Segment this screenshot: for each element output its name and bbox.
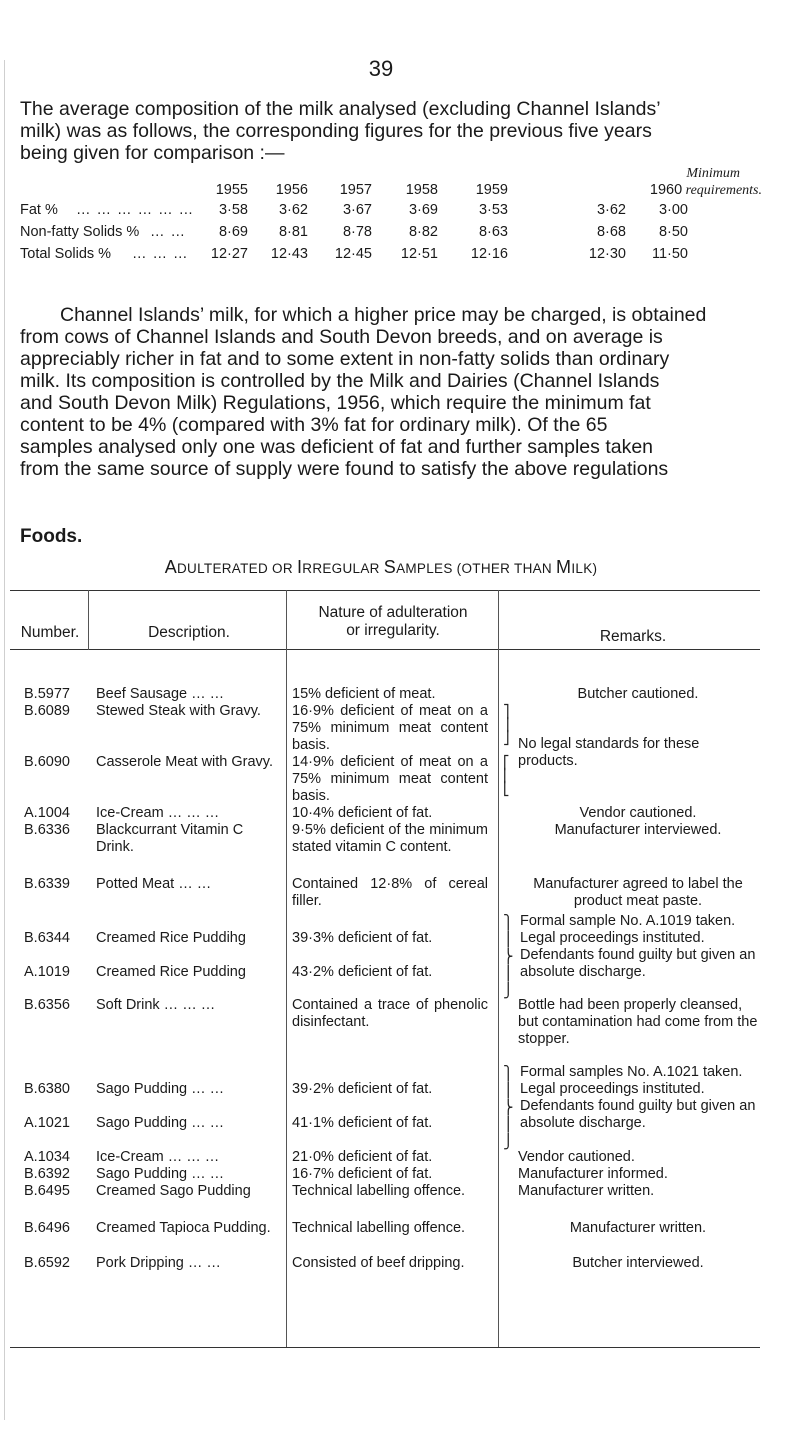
sample-description: Ice-Cream … … … bbox=[96, 805, 220, 821]
sample-number: A.1004 bbox=[24, 805, 70, 821]
sample-description: Creamed Rice Pudding bbox=[96, 964, 246, 980]
value-cell: 8·82 bbox=[408, 224, 438, 240]
sample-number: B.6089 bbox=[24, 703, 70, 719]
remark: Butcher interviewed. bbox=[572, 1255, 704, 1271]
samples-table bbox=[0, 590, 770, 1350]
leader-dots: … … … … … … bbox=[76, 202, 195, 218]
caption-cap: A bbox=[164, 557, 177, 577]
bracket-glyph: ⎫ ⎪ ⎬ ⎪ ⎭ bbox=[503, 1065, 514, 1149]
sample-number: A.1019 bbox=[24, 964, 70, 980]
caption-small: AMPLES (OTHER THAN bbox=[396, 561, 557, 576]
sample-nature: Technical labelling offence. bbox=[292, 1183, 466, 1199]
value-cell: 8·78 bbox=[342, 224, 372, 240]
sample-nature: 21·0% deficient of fat. bbox=[292, 1149, 433, 1165]
value-cell: 12·27 bbox=[210, 246, 248, 262]
value-cell: 3·58 bbox=[218, 202, 248, 218]
sample-nature: 39·2% deficient of fat. bbox=[292, 1081, 433, 1097]
sample-description: Sago Pudding … … bbox=[96, 1166, 225, 1182]
sample-number: A.1021 bbox=[24, 1115, 70, 1131]
year-header: 1955 bbox=[215, 182, 248, 198]
channel-islands-paragraph bbox=[20, 304, 762, 480]
table-top-rule bbox=[10, 590, 760, 591]
sample-number: B.6392 bbox=[24, 1166, 70, 1182]
sample-description: Sago Pudding … … bbox=[96, 1115, 225, 1131]
minimum-value-cell: 11·50 bbox=[651, 246, 688, 262]
value-cell: 12·51 bbox=[400, 246, 438, 262]
foods-heading: Foods. bbox=[20, 526, 83, 547]
column-divider bbox=[498, 590, 499, 1347]
sample-description: Beef Sausage … … bbox=[96, 686, 225, 702]
para-line: milk. Its composition is controlled by the Milk and Dairies (Channel Islands bbox=[20, 370, 660, 392]
sample-nature: 16·9% deficient of meat on a 75% minimum meat content basis. bbox=[292, 703, 488, 753]
year-header: 1960 bbox=[649, 182, 683, 198]
row-label: Non-fatty Solids % bbox=[20, 224, 140, 240]
table-bottom-rule bbox=[10, 1347, 760, 1348]
composition-row-total-solids bbox=[20, 246, 762, 268]
value-cell: 3·69 bbox=[408, 202, 438, 218]
sample-description: Creamed Tapioca Pudding. bbox=[96, 1220, 271, 1236]
sample-nature: 9·5% deficient of the minimum stated vitamin C content. bbox=[292, 822, 488, 855]
sample-description: Casserole Meat with Gravy. bbox=[96, 754, 274, 770]
header-remarks: Remarks. bbox=[599, 628, 667, 645]
sample-description: Soft Drink … … … bbox=[96, 997, 216, 1013]
intro-paragraph bbox=[20, 98, 762, 164]
intro-line: being given for comparison :— bbox=[20, 142, 285, 164]
sample-number: B.6496 bbox=[24, 1220, 70, 1236]
column-divider bbox=[286, 590, 287, 1347]
remark: Butcher cautioned. bbox=[577, 686, 699, 702]
sample-number: B.6090 bbox=[24, 754, 70, 770]
remark: No legal standards for these products. bbox=[518, 736, 700, 769]
year-header: 1957 bbox=[339, 182, 372, 198]
sample-number: B.6336 bbox=[24, 822, 70, 838]
para-line: and South Devon Milk) Regulations, 1956, which require the minimum fat bbox=[20, 392, 651, 414]
minimum-label: Minimum bbox=[686, 166, 740, 181]
remark: Manufacturer informed. bbox=[518, 1166, 668, 1182]
sample-description: Creamed Rice Puddihg bbox=[96, 930, 246, 946]
header-description: Description. bbox=[148, 624, 230, 641]
sample-nature: 39·3% deficient of fat. bbox=[292, 930, 433, 946]
remark: Manufacturer written. bbox=[569, 1220, 707, 1236]
sample-number: A.1034 bbox=[24, 1149, 70, 1165]
year-header: 1959 bbox=[475, 182, 508, 198]
header-number: Number. bbox=[20, 624, 80, 641]
bracket-glyph: ⎡ ⎢ ⎣ bbox=[503, 755, 510, 796]
sample-nature: Consisted of beef dripping. bbox=[292, 1255, 465, 1271]
sample-description: Creamed Sago Pudding bbox=[96, 1183, 251, 1199]
sample-number: B.6356 bbox=[24, 997, 70, 1013]
sample-description: Stewed Steak with Gravy. bbox=[96, 703, 261, 719]
sample-nature: Contained 12·8% of cereal filler. bbox=[292, 876, 488, 909]
row-label: Fat % bbox=[20, 202, 58, 218]
value-cell: 8·81 bbox=[278, 224, 308, 240]
remark: Formal samples No. A.1021 taken. Legal proceedings instituted. Defendants found guilty but given an absolute discharge. bbox=[520, 1064, 756, 1131]
remark: Vendor cautioned. bbox=[579, 805, 697, 821]
remark: Vendor cautioned. bbox=[518, 1149, 635, 1165]
row-label: Total Solids % bbox=[20, 246, 112, 262]
value-cell: 3·67 bbox=[342, 202, 372, 218]
header-rule bbox=[10, 649, 760, 650]
para-line: from the same source of supply were found to satisfy the above regulations bbox=[20, 458, 669, 480]
minimum-value-cell: 3·00 bbox=[658, 202, 688, 218]
minimum-value-cell: 8·50 bbox=[658, 224, 688, 240]
minimum-requirements-header bbox=[650, 166, 762, 199]
page-number: 39 bbox=[368, 56, 394, 81]
milk-composition-table bbox=[20, 166, 762, 268]
header-nature-line1: Nature of adulteration bbox=[318, 604, 468, 621]
sample-nature: 15% deficient of meat. bbox=[292, 686, 436, 702]
intro-line: milk) was as follows, the corresponding figures for the previous five years bbox=[20, 120, 652, 142]
remark: Manufacturer written. bbox=[518, 1183, 655, 1199]
bracket-glyph: ⎤ ⎥ ⎦ bbox=[503, 704, 510, 745]
value-cell: 12·43 bbox=[270, 246, 308, 262]
sample-nature: Contained a trace of phenolic disinfectant. bbox=[292, 997, 488, 1030]
remark: Manufacturer agreed to label the product meat paste. bbox=[533, 876, 743, 909]
caption-cap: M bbox=[556, 557, 572, 577]
para-line: from cows of Channel Islands and South Devon breeds, and on average is bbox=[20, 326, 663, 348]
value-cell: 3·53 bbox=[478, 202, 508, 218]
sample-nature: 10·4% deficient of fat. bbox=[292, 805, 433, 821]
para-line: appreciably richer in fat and to some extent in non-fatty solids than ordinary bbox=[20, 348, 670, 370]
remark: Formal sample No. A.1019 taken. Legal proceedings instituted. Defendants found guilty but given an absolute discharge. bbox=[520, 913, 756, 980]
requirements-word: requirements. bbox=[685, 183, 762, 198]
sample-nature: 14·9% deficient of meat on a 75% minimum meat content basis. bbox=[292, 754, 488, 804]
sample-number: B.6344 bbox=[24, 930, 70, 946]
remark: Manufacturer interviewed. bbox=[554, 822, 722, 838]
sample-description: Pork Dripping … … bbox=[96, 1255, 221, 1271]
sample-number: B.6380 bbox=[24, 1081, 70, 1097]
sample-description: Blackcurrant Vitamin C Drink. bbox=[96, 822, 244, 855]
composition-row-fat bbox=[20, 202, 762, 224]
leader-dots: … … bbox=[150, 224, 187, 240]
value-cell: 8·68 bbox=[596, 224, 626, 240]
caption-small: DULTERATED OR bbox=[177, 561, 297, 576]
composition-row-non-fatty-solids bbox=[20, 224, 762, 246]
sample-nature: 43·2% deficient of fat. bbox=[292, 964, 433, 980]
value-cell: 8·69 bbox=[218, 224, 248, 240]
sample-nature: 16·7% deficient of fat. bbox=[292, 1166, 433, 1182]
year-header: 1958 bbox=[405, 182, 438, 198]
bracket-glyph: ⎫ ⎪ ⎬ ⎪ ⎭ bbox=[503, 914, 514, 998]
value-cell: 3·62 bbox=[278, 202, 308, 218]
caption-cap: I bbox=[296, 557, 303, 577]
value-cell: 12·45 bbox=[334, 246, 372, 262]
sample-description: Sago Pudding … … bbox=[96, 1081, 225, 1097]
para-line: content to be 4% (compared with 3% fat for ordinary milk). Of the 65 bbox=[20, 414, 608, 436]
para-line: samples analysed only one was deficient of fat and further samples taken bbox=[20, 436, 654, 458]
sample-number: B.5977 bbox=[24, 686, 70, 702]
value-cell: 12·30 bbox=[588, 246, 626, 262]
intro-line: The average composition of the milk analysed (excluding Channel Islands’ bbox=[20, 98, 661, 120]
table-caption bbox=[0, 557, 762, 578]
value-cell: 12·16 bbox=[470, 246, 508, 262]
sample-number: B.6495 bbox=[24, 1183, 70, 1199]
header-nature-line2: or irregularity. bbox=[346, 622, 440, 639]
para-line: Channel Islands’ milk, for which a higher price may be charged, is obtained bbox=[60, 304, 707, 326]
value-cell: 8·63 bbox=[478, 224, 508, 240]
caption-small: ILK) bbox=[571, 561, 598, 576]
sample-nature: Technical labelling offence. bbox=[292, 1220, 466, 1236]
year-header: 1956 bbox=[275, 182, 308, 198]
remark: Bottle had been properly cleansed, but contamination had come from the stopper. bbox=[518, 997, 758, 1047]
caption-small: RREGULAR bbox=[302, 561, 384, 576]
sample-description: Potted Meat … … bbox=[96, 876, 212, 892]
sample-nature: 41·1% deficient of fat. bbox=[292, 1115, 433, 1131]
sample-number: B.6339 bbox=[24, 876, 70, 892]
requirements-label bbox=[650, 182, 762, 199]
value-cell: 3·62 bbox=[596, 202, 626, 218]
caption-cap: S bbox=[383, 557, 397, 577]
composition-header bbox=[20, 166, 762, 202]
leader-dots: … … … bbox=[132, 246, 189, 262]
sample-description: Ice-Cream … … … bbox=[96, 1149, 220, 1165]
sample-number: B.6592 bbox=[24, 1255, 70, 1271]
